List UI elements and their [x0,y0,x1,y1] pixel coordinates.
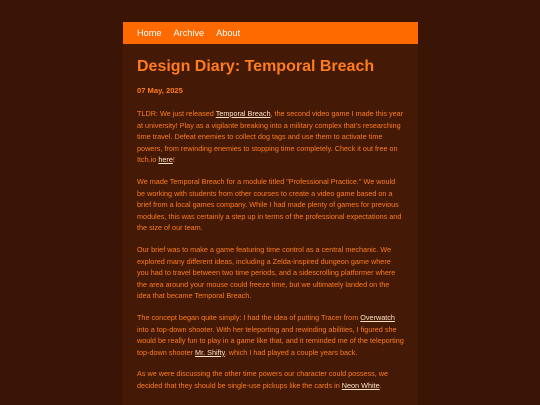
post-paragraph-powers [137,368,404,391]
post-paragraph-tldr [137,108,404,166]
itch-io-here-link[interactable]: here [158,155,173,165]
paragraph-text: TLDR: We just released [137,109,216,118]
overwatch-link[interactable]: Overwatch [360,312,395,322]
paragraph-text: , the second video game I made this year at university! Play as a vigilante breaking into a military complex that's researching time travel. Defeat enemies to collect dog tags and use them to activate time powers, from rewinding enemies to stopping time completely. Check it out free on Itch.io [137,109,404,165]
nav-archive-link[interactable]: Archive [173,28,205,38]
neon-white-link[interactable]: Neon White [341,380,380,390]
post-title: Design Diary: Temporal Breach [137,58,375,75]
blog-page [123,22,418,405]
paragraph-text: As we were discussing the other time powers our character could possess, we decided that they should be single-use pickups like the cards in [137,369,389,390]
post-content [123,57,418,391]
post-date: 07 May, 2025 [137,86,183,95]
paragraph-text: . [379,380,382,390]
temporal-breach-link[interactable]: Temporal Breach [215,109,271,118]
paragraph-text: , which I had played a couple years back. [224,347,358,357]
mr-shifty-link[interactable]: Mr. Shifty [195,347,225,357]
post-paragraph-concept [137,312,404,358]
paragraph-text: into a top-down shooter. With her teleporting and rewinding abilities, I figured she would be really fun to play in a game like that, and it reminded me of the teleporting top-down shooter [137,324,404,357]
paragraph-text: The concept began quite simply: I had the idea of putting Tracer from [137,312,361,322]
post-paragraph-brief: Our brief was to make a game featuring time control as a central mechanic. We explored many different ideas, including a Zelda-inspired dungeon game where you had to travel between two time periods, and a sidescrolling platformer where the area around your mouse could freeze time, but we ultimately landed on the idea that became Temporal Breach. [137,244,396,301]
post-paragraph-module: We made Temporal Breach for a module titled "Professional Practice." We would be working with students from other courses to create a video game based on a brief from a local games company. While I had made plenty of games for previous modules, this was certainly a step up in terms of the professional expectations and the size of our team. [137,176,402,233]
nav-about-link[interactable]: About [216,28,241,38]
paragraph-text: ! [172,155,175,165]
top-navbar [123,22,418,44]
nav-home-link[interactable]: Home [137,28,162,38]
